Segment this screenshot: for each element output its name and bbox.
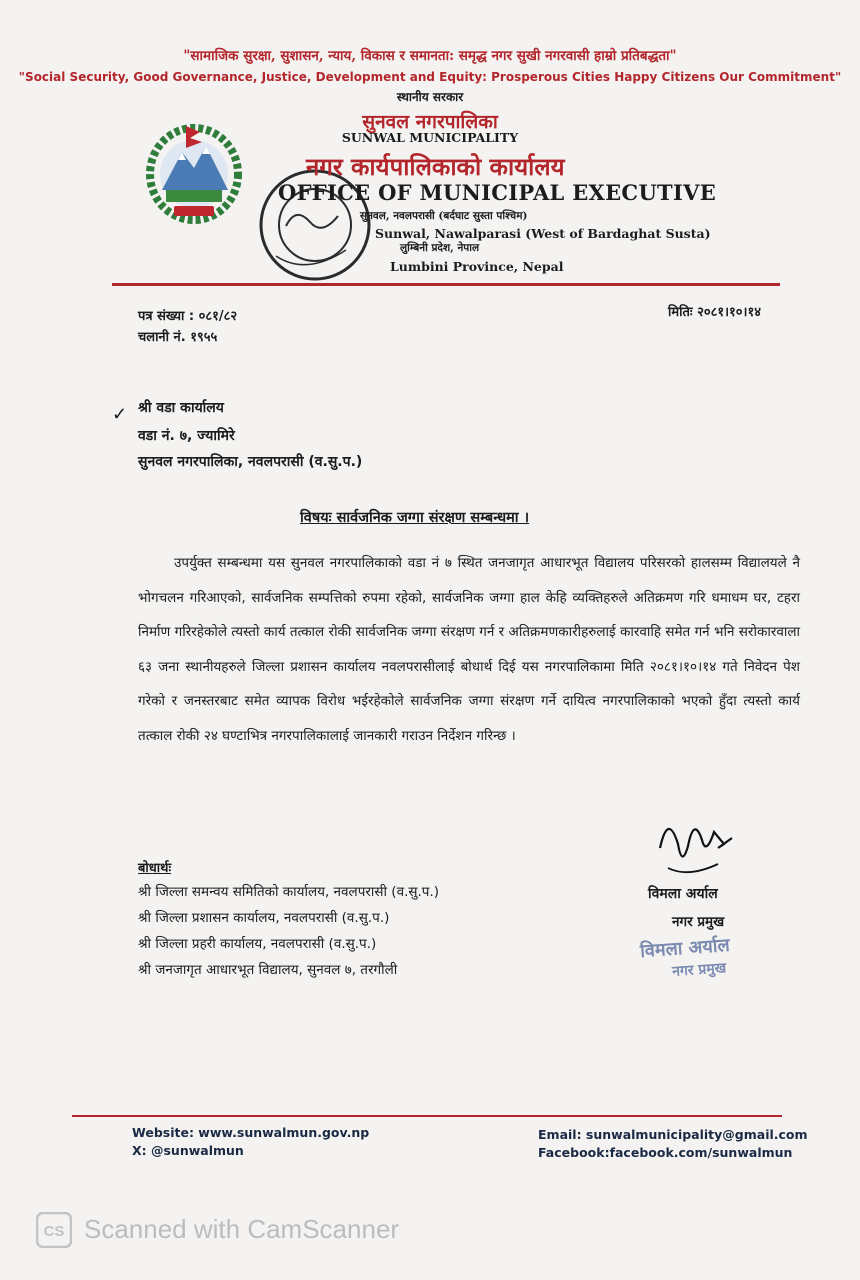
scanner-watermark: Scanned with CamScanner [84, 1214, 400, 1244]
municipality-name-english: SUNWAL MUNICIPALITY [341, 130, 519, 145]
dispatch-number: चलानी नं. १९५५ [138, 330, 218, 345]
stamp-name: विमला अर्याल [639, 934, 731, 963]
footer-divider [72, 1115, 782, 1117]
header-divider [112, 283, 780, 286]
address-nepali: सुनवल, नवलपरासी (बर्दघाट सुस्ता पश्चिम) [360, 210, 528, 222]
province-english: Lumbini Province, Nepal [390, 259, 564, 274]
letter-body: उपर्युक्त सम्बन्धमा यस सुनवल नगरपालिकाको वडा नं ७ स्थित जनजागृत आधारभूत विद्यालय परिसरको हालसम्म विद्यालयले नै भोगचलन गरिआएको, सार्वजनिक सम्पत्तिको रुपमा रहेको, सार्वजनिक जग्गा हाल केहि व्यक्तिहरुले अतिक्रमण गरि धमाधम घर, टहरा निर्माण गरिरहेकोले त्यस्तो कार्य तत्काल रोकी सार्वजनिक जग्गा संरक्षण गर्न र अतिक्रमणकारीहरुलाई कारवाहि समेत गर्न भनि सरोकारवाला ६३ जना स्थानीयहरुले जिल्ला प्रशासन कार्यालय नवलपरासीलाई बोधार्थ दिई यस नगरपालिकामा मिति २०८१।१०।१४ गते निवेदन पेश गरेको र जनस्तरबाट समेत व्यापक विरोध भईरहेकोले सार्वजनिक जग्गा संरक्षण गर्ने दायित्व नगरपालिकाको भएको हुँदा त्यस्तो कार्य तत्काल रोकी २४ घण्टाभित्र नगरपालिकालाई जानकारी गराउन निर्देशन गरिन्छ । [138, 555, 800, 744]
signature-stamp [636, 934, 786, 994]
camscanner-logo-text: CS [43, 1223, 65, 1240]
address-english: Sunwal, Nawalparasi (West of Bardaghat Susta) [375, 226, 711, 241]
local-government-label: स्थानीय सरकार [396, 90, 464, 104]
twitter-text: X: @sunwalmun [132, 1143, 244, 1158]
slogan-nepali: "सामाजिक सुरक्षा, सुशासन, न्याय, विकास र समानता: समृद्ध नगर सुखी नगरवासी हाम्रो प्रतिबद्धता" [183, 48, 677, 64]
letter-date: मितिः २०८१।१०।१४ [668, 305, 762, 320]
reference-number: पत्र संख्या : ०८१/८२ [138, 309, 238, 324]
website-text: Website: www.sunwalmun.gov.np [132, 1125, 370, 1140]
office-title-english: OFFICE OF MUNICIPAL EXECUTIVE [278, 180, 717, 205]
cc-item: श्री जिल्ला समन्वय समितिको कार्यालय, नवलपरासी (व.सु.प.) [138, 884, 440, 900]
cc-title: बोधार्थः [138, 861, 172, 876]
cc-item: श्री जिल्ला प्रहरी कार्यालय, नवलपरासी (व.सु.प.) [138, 936, 377, 952]
signature-icon [650, 808, 740, 884]
stamp-title: नगर प्रमुख [671, 960, 727, 980]
office-title-nepali: नगर कार्यपालिकाको कार्यालय [306, 152, 565, 181]
recipient-ward: वडा नं. ७, ज्यामिरे [138, 428, 235, 444]
signer-name: विमला अर्याल [648, 886, 718, 902]
cc-item: श्री जनजागृत आधारभूत विद्यालय, सुनवल ७, तरगौली [138, 962, 398, 978]
province-nepali: लुम्बिनी प्रदेश, नेपाल [400, 242, 480, 254]
camscanner-logo-icon [36, 1212, 72, 1248]
recipient-office: श्री वडा कार्यालय [138, 400, 224, 416]
municipality-name-nepali: सुनवल नगरपालिका [362, 111, 498, 133]
letter-subject: विषयः सार्वजनिक जग्गा संरक्षण सम्बन्धमा । [300, 510, 530, 526]
email-text: Email: sunwalmunicipality@gmail.com [538, 1127, 808, 1142]
checkmark-icon: ✓ [112, 404, 128, 425]
recipient-municipality: सुनवल नगरपालिका, नवलपरासी (व.सु.प.) [138, 454, 363, 470]
cc-item: श्री जिल्ला प्रशासन कार्यालय, नवलपरासी (व.सु.प.) [138, 910, 390, 926]
nepal-emblem-icon [138, 116, 250, 226]
signer-title: नगर प्रमुख [672, 914, 725, 930]
slogan-english: "Social Security, Good Governance, Justice, Development and Equity: Prosperous Cities Happy Citizens Our Commitment" [18, 70, 842, 84]
facebook-text: Facebook:facebook.com/sunwalmun [538, 1145, 793, 1160]
